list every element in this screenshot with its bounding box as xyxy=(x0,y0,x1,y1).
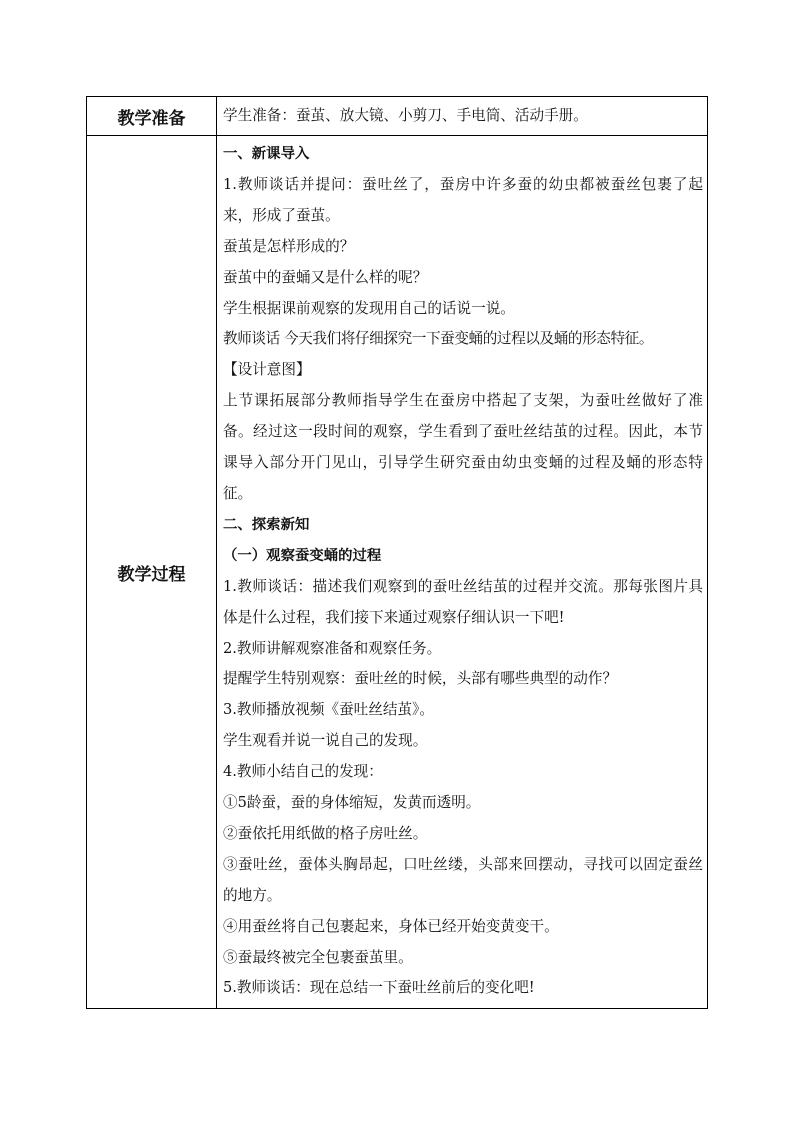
paragraph: 提醒学生特别观察：蚕吐丝的时候，头部有哪些典型的动作？ xyxy=(223,670,618,688)
paragraph: 教师谈话 今天我们将仔细探究一下蚕变蛹的过程以及蛹的形态特征。 xyxy=(223,330,654,348)
paragraph: 1.教师谈话并提问：蚕吐丝了，蚕房中许多蚕的幼虫都被蚕丝包裹了起来，形成了蚕茧。 xyxy=(223,175,703,224)
process-content xyxy=(217,136,708,1009)
design-intent-heading: 【设计意图】 xyxy=(223,361,311,379)
paragraph: 学生观看并说一说自己的发现。 xyxy=(223,732,428,750)
paragraph: 5.教师谈话：现在总结一下蚕吐丝前后的变化吧! xyxy=(223,979,535,997)
paragraph: 2.教师讲解观察准备和观察任务。 xyxy=(223,639,442,657)
section-heading-intro: 一、新课导入 xyxy=(223,146,310,162)
list-item: ③蚕吐丝，蚕体头胸昂起，口吐丝缕，头部来回摆动，寻找可以固定蚕丝的地方。 xyxy=(223,855,703,904)
paragraph: 1.教师谈话：描述我们观察到的蚕吐丝结茧的过程并交流。那每张图片具体是什么过程，我们接下来通过观察仔细认识一下吧! xyxy=(223,577,703,626)
paragraph: 蚕茧是怎样形成的？ xyxy=(223,237,355,255)
label-teaching-process: 教学过程 xyxy=(87,136,217,1009)
list-item: ⑤蚕最终被完全包裹蚕茧里。 xyxy=(223,948,413,966)
lesson-plan-table xyxy=(86,96,708,1009)
paragraph: 蚕茧中的蚕蛹又是什么样的呢？ xyxy=(223,268,428,286)
label-teaching-preparation: 教学准备 xyxy=(87,97,217,136)
subsection-heading-observe: （一）观察蚕变蛹的过程 xyxy=(223,547,382,564)
section-heading-explore: 二、探索新知 xyxy=(223,516,310,533)
paragraph: 3.教师播放视频《蚕吐丝结茧》。 xyxy=(223,701,434,719)
paragraph: 学生根据课前观察的发现用自己的话说一说。 xyxy=(223,299,515,317)
list-item: ②蚕依托用纸做的格子房吐丝。 xyxy=(223,824,428,842)
design-intent-text: 上节课拓展部分教师指导学生在蚕房中搭起了支架，为蚕吐丝做好了准备。经过这一段时间的观察，学生看到了蚕吐丝结茧的过程。因此，本节课导入部分开门见山，引导学生研究蚕由幼虫变蛹的过程及蛹的形态特征。 xyxy=(223,392,703,502)
list-item: ①5龄蚕，蚕的身体缩短，发黄而透明。 xyxy=(223,794,481,812)
preparation-text: 学生准备：蚕茧、放大镜、小剪刀、手电筒、活动手册。 xyxy=(217,97,708,136)
row-teaching-process xyxy=(87,136,708,1009)
list-item: ④用蚕丝将自己包裹起来，身体已经开始变黄变干。 xyxy=(223,917,559,935)
paragraph: 4.教师小结自己的发现： xyxy=(223,763,383,781)
row-teaching-preparation xyxy=(87,97,708,136)
